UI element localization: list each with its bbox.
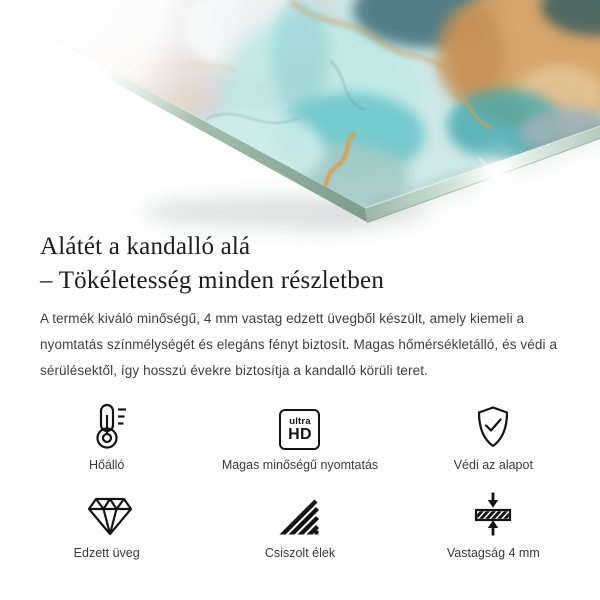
features-grid bbox=[10, 398, 590, 560]
ultra-hd-icon-text-bottom: HD bbox=[288, 425, 312, 443]
feature-tempered-glass bbox=[10, 486, 203, 560]
feature-thickness bbox=[397, 486, 590, 560]
thickness-icon bbox=[469, 486, 517, 538]
feature-protects-base bbox=[397, 398, 590, 472]
feature-heat-resistant bbox=[10, 398, 203, 472]
feature-label: Csiszolt élek bbox=[264, 546, 336, 560]
feature-polished-edges bbox=[203, 486, 396, 560]
product-description: A termék kiváló minőségű, 4 mm vastag edzett üvegből készült, amely kiemeli a nyomtatás színmélységét és elegáns fényt biztosít. Magas hőmérsékletálló, és védi a sérülésektől, így hosszú évekre biztosítja a kandalló körüli teret. bbox=[40, 311, 558, 378]
title-line-1: Alátét a kandalló alá bbox=[40, 233, 251, 260]
title-line-2: – Tökéletesség minden részletben bbox=[40, 267, 385, 294]
glass-panel-image bbox=[0, 0, 600, 245]
shield-check-icon bbox=[471, 398, 515, 450]
product-photo bbox=[0, 0, 600, 245]
diamond-icon bbox=[81, 486, 133, 538]
page-title bbox=[40, 230, 384, 298]
ultra-hd-icon bbox=[279, 398, 320, 450]
feature-label: Magas minőségű nyomtatás bbox=[221, 458, 379, 472]
thermometer-icon bbox=[85, 398, 129, 450]
feature-label: Hőálló bbox=[88, 458, 125, 472]
ultra-hd-icon-text-top: ultra bbox=[289, 415, 311, 427]
polished-edges-icon bbox=[277, 486, 323, 538]
feature-label: Vastagság 4 mm bbox=[446, 546, 540, 560]
feature-label: Edzett üveg bbox=[73, 546, 140, 560]
feature-print-quality bbox=[203, 398, 396, 472]
feature-label: Védi az alapot bbox=[453, 458, 533, 472]
